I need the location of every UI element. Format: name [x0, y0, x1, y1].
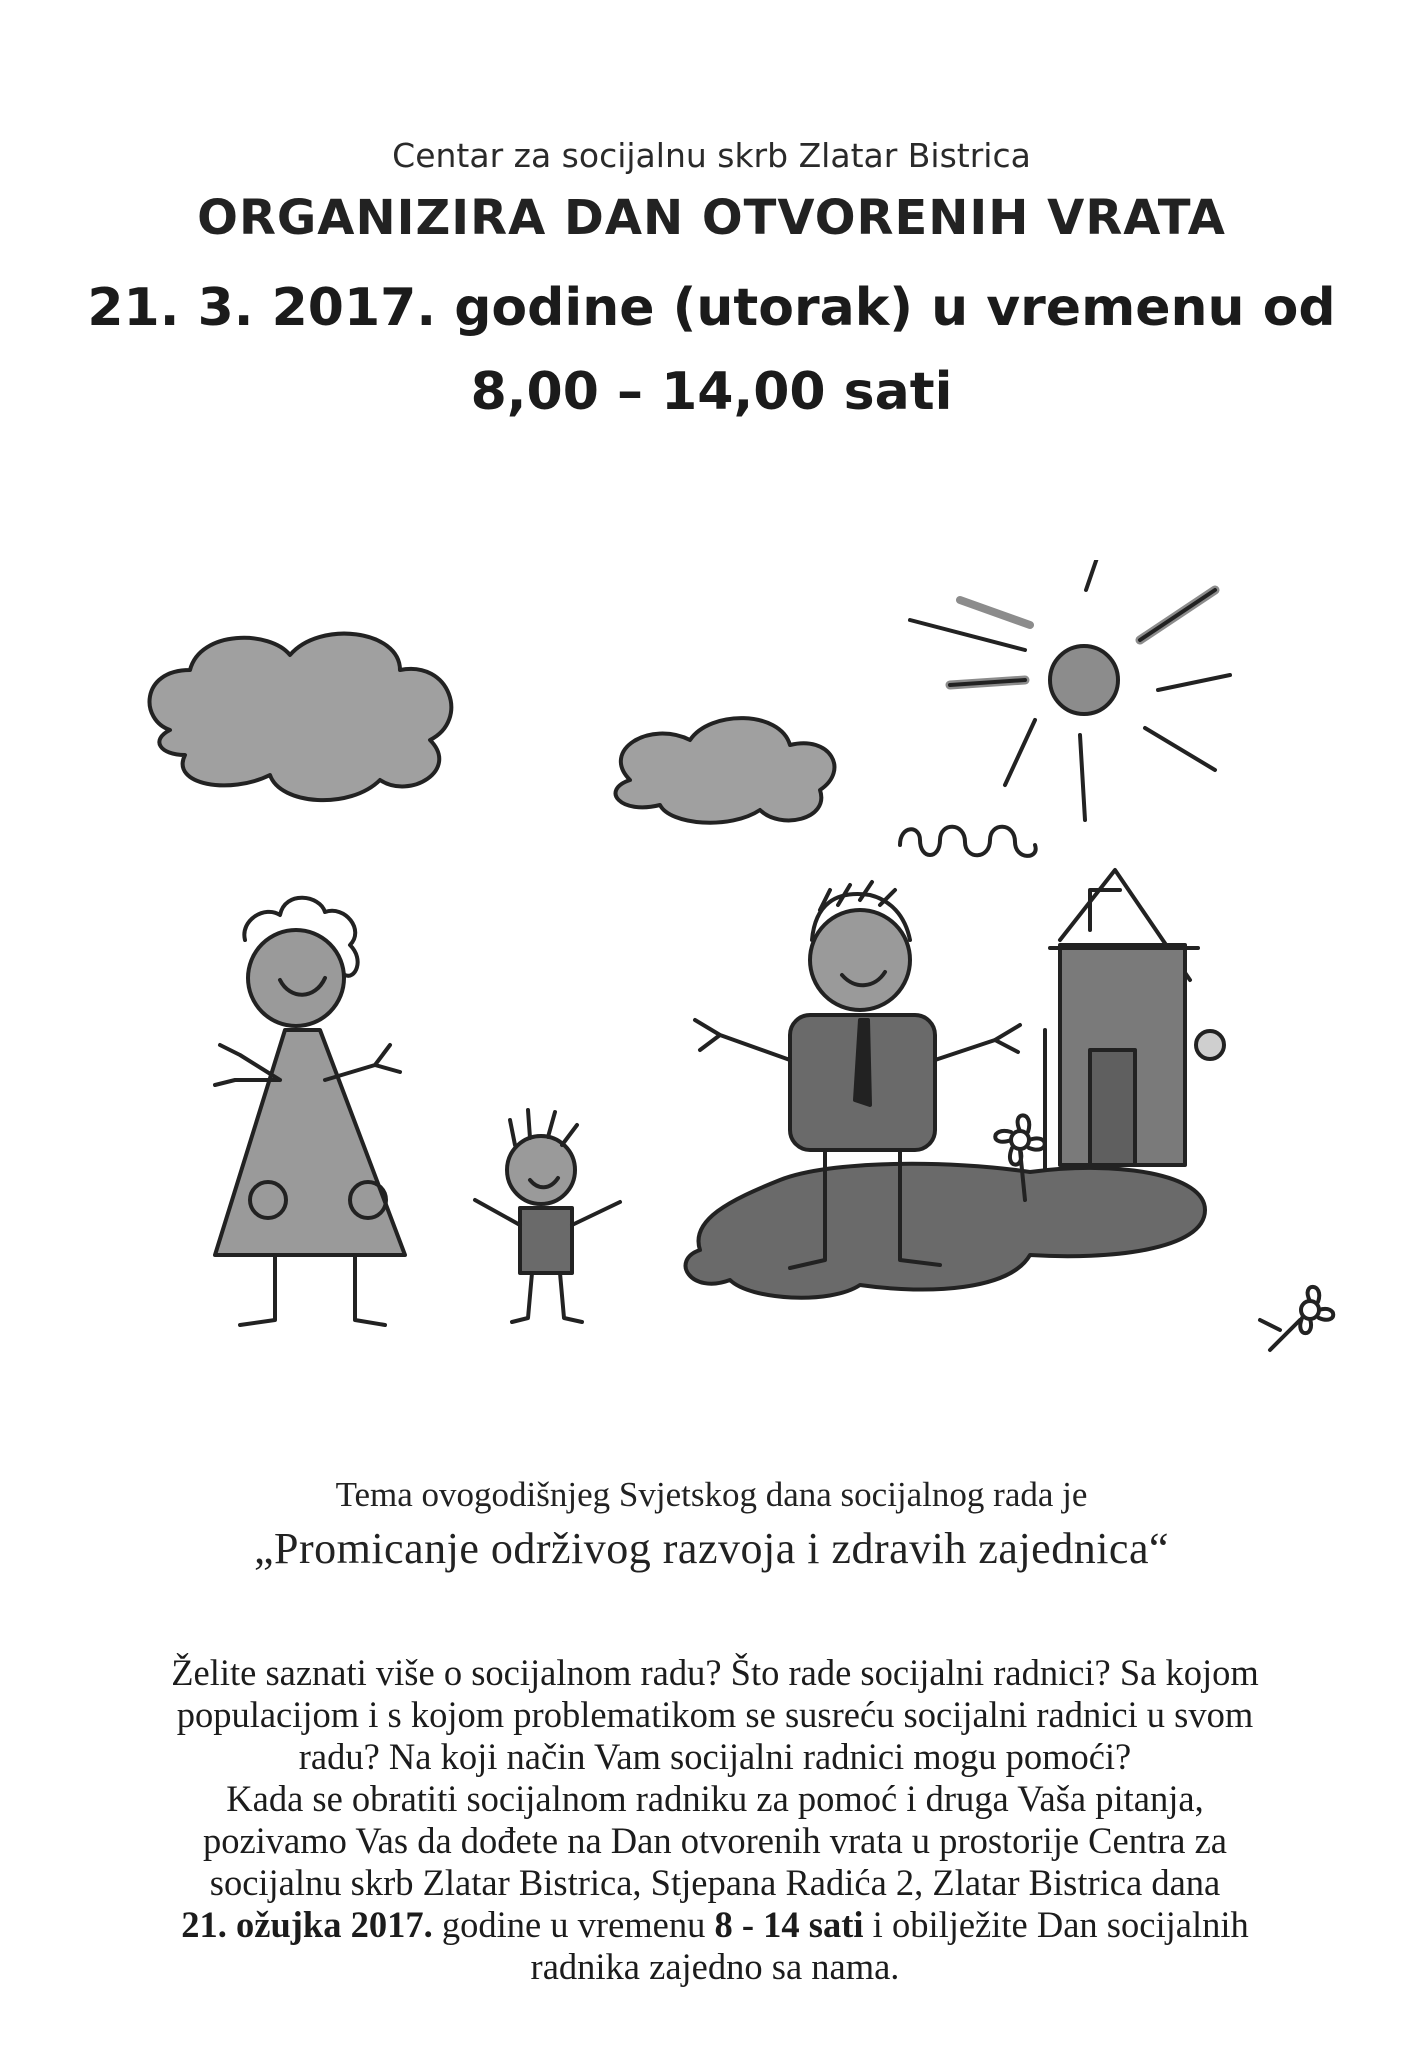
organization-name: Centar za socijalnu skrb Zlatar Bistrica	[392, 136, 1031, 175]
body-line: radu? Na koji način Vam socijalni radnici mogu pomoći?	[298, 1736, 1132, 1777]
body-line: pozivamo Vas da dođete na Dan otvorenih vrata u prostorije Centra za	[202, 1820, 1228, 1861]
body-line: Želite saznati više o socijalnom radu? Što rade socijalni radnici? Sa kojom	[171, 1652, 1259, 1693]
highlight-time: 8 - 14 sati	[714, 1904, 864, 1945]
body-line: populacijom i s kojom problematikom se susreću socijalni radnici u svom	[176, 1694, 1254, 1735]
smoke-icon	[900, 827, 1036, 856]
house-icon	[1045, 870, 1224, 1170]
body-text-segment: godine u vremenu	[432, 1904, 715, 1945]
child-figure	[475, 1110, 620, 1322]
mother-figure	[215, 898, 405, 1325]
ground-shadow	[686, 1164, 1205, 1298]
cloud-right-icon	[616, 718, 835, 823]
body-line-date	[80, 1904, 1350, 1946]
body-paragraph	[80, 1652, 1350, 1988]
event-time: 8,00 – 14,00 sati	[470, 362, 953, 422]
body-line: socijalnu skrb Zlatar Bistrica, Stjepana Radića 2, Zlatar Bistrica dana	[209, 1862, 1221, 1903]
event-date: 21. 3. 2017. godine (utorak) u vremenu od	[87, 278, 1336, 338]
event-headline: ORGANIZIRA DAN OTVORENIH VRATA	[197, 190, 1226, 246]
family-drawing-illustration	[130, 560, 1360, 1360]
body-text-segment: i obilježite Dan socijalnih	[863, 1904, 1249, 1945]
body-line: Kada se obratiti socijalnom radniku za pomoć i druga Vaša pitanja,	[226, 1778, 1204, 1819]
cloud-left-icon	[150, 634, 452, 801]
highlight-date: 21. ožujka 2017.	[181, 1904, 433, 1945]
flower-small-icon	[1260, 1287, 1333, 1350]
theme-intro: Tema ovogodišnjeg Svjetskog dana socijalnog rada je	[335, 1475, 1088, 1514]
body-line: radnika zajedno sa nama.	[530, 1946, 900, 1987]
sun-icon	[910, 560, 1230, 820]
theme-title: „Promicanje održivog razvoja i zdravih zajednica“	[253, 1524, 1170, 1573]
